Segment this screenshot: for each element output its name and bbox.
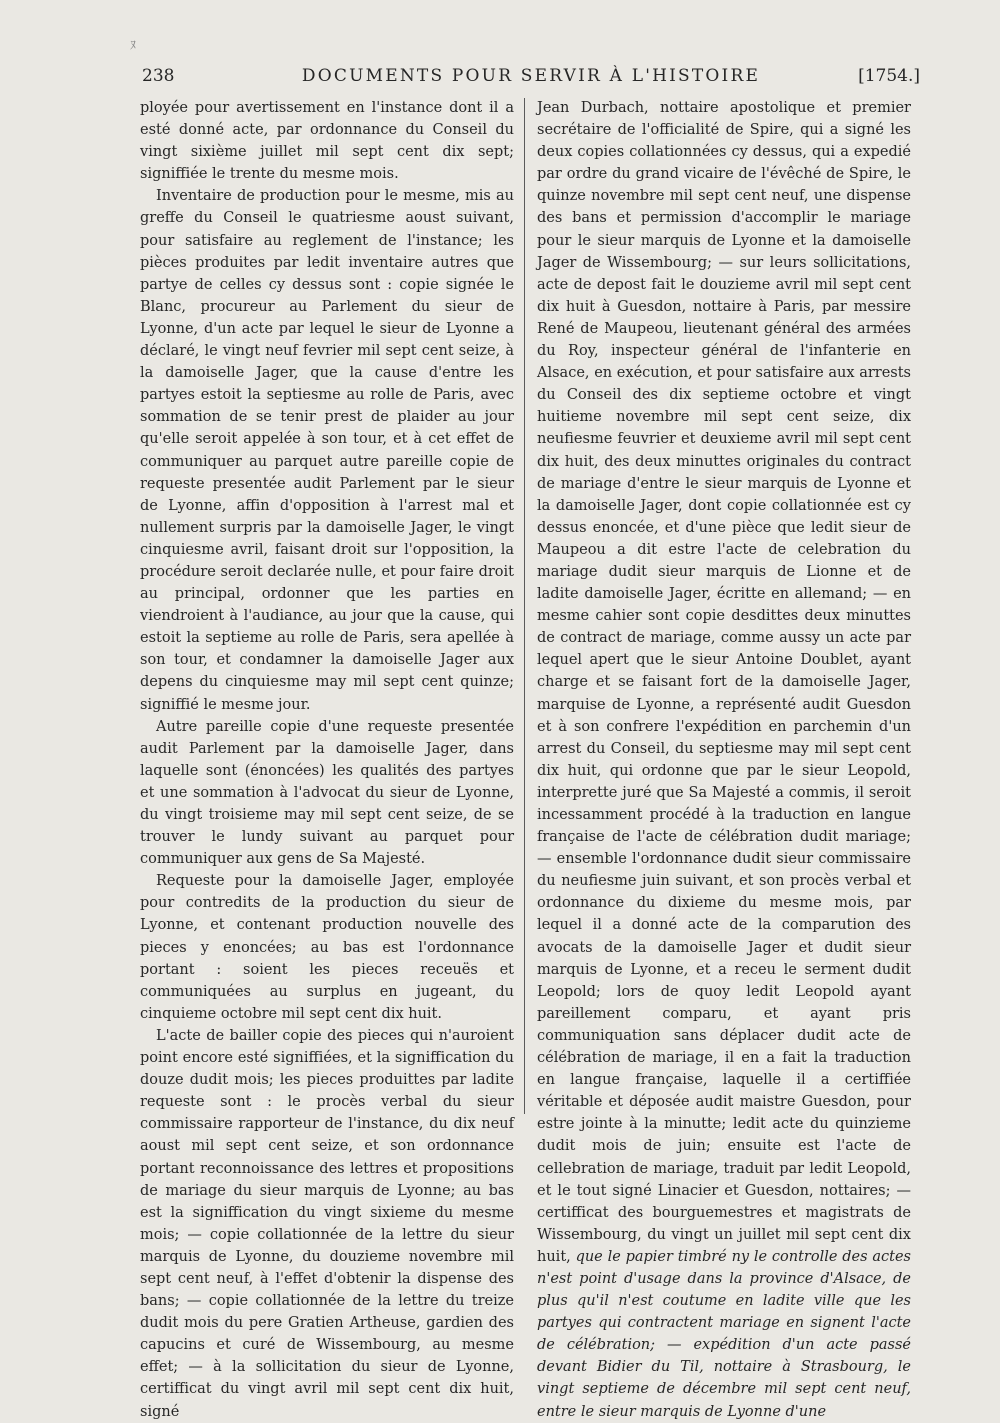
paragraph: Inventaire de production pour le mesme, mis au greffe du Conseil le quatriesme aoust suivant, pour satisfaire au reglement de l'instance; les pièces produites par ledit inventaire autres que partye de celles cy dessus sont : copie signée le Blanc, procureur au Parlement du sieur de Lyonne, d'un acte par lequel le sieur de Lyonne a déclaré, le vingt neuf fevrier mil sept cent seize, à la damoiselle Jager, que la cause d'entre les partyes estoit la septiesme au rolle de Paris, avec sommation de se tenir prest de plaider au jour qu'elle seroit appelée à son tour, et à cet effet de communiquer au parquet autre pareille copie de requeste presentée audit Parlement par le sieur de Lyonne, affin d'opposition à l'arrest mal et nullement surpris par la damoiselle Jager, le vingt cinquiesme avril, faisant droit sur l'opposition, la procédure seroit declarée nulle, et pour faire droit au principal, ordonner que les parties en viendroient à l'audiance, au jour que la cause, qui estoit la septieme au rolle de Paris, sera apellée à son tour, et condamner la damoiselle Jager aux depens du cinquiesme may mil sept cent quinze; signiffié le mesme jour.: [140, 188, 514, 713]
page-header: [142, 66, 920, 96]
right-column: [537, 97, 911, 1423]
paragraph: L'acte de bailler copie des pieces qui n'auroient point encore esté signiffiées, et la signiffication du douze dudit mois; les pieces produittes par ladite requeste sont : le procès verbal du sieur commissaire rapporteur de l'instance, du dix neuf aoust mil sept cent seize, et son ordonnance portant reconnoissance des lettres et propositions de mariage du sieur marquis de Lyonne; au bas est la signiffication du vingt sixieme du mesme mois; — copie collationnée de la lettre du sieur marquis de Lyonne, du douzieme novembre mil sept cent neuf, à l'effet d'obtenir la dispense des bans; — copie collationnée de la lettre du treize dudit mois du pere Gratien Artheuse, gardien des capucins et curé de Wissembourg, au mesme effet; — à la sollicitation du sieur de Lyonne, certifficat du vingt avril mil sept cent dix huit, signé: [140, 1027, 514, 1420]
year-label: [1754.]: [858, 66, 920, 86]
paragraph: Requeste pour la damoiselle Jager, employée pour contredits de la production du sieur de Lyonne, et contenant production nouvelle des pieces y enoncées; au bas est l'ordonnance portant : soient les pieces receuës et communiquées au surplus en jugeant, du cinquieme octobre mil sept cent dix huit.: [140, 873, 514, 1022]
margin-mark: ﾇ: [130, 38, 137, 52]
paragraph: ployée pour avertissement en l'instance dont il a esté donné acte, par ordonnance du Conseil du vingt sixième juillet mil sept cent dix sept; signiffiée le trente du mesme mois.: [140, 100, 514, 183]
page-number: 238: [142, 66, 175, 86]
paragraph: Autre pareille copie d'une requeste presentée audit Parlement par la damoiselle Jager, dans laquelle sont (énoncées) les qualités des partyes et une sommation à l'advocat du sieur de Lyonne, du vingt troisieme may mil sept cent seize, de se trouver le lundy suivant au parquet pour communiquer aux gens de Sa Majesté.: [140, 718, 514, 868]
roman-text: Jean Durbach, nottaire apostolique et premier secrétaire de l'officialité de Spire, qui a signé les deux copies collationnées cy dessus, qui a expedié par ordre du grand vicaire de l'évêché de Spire, le quinze novembre mil sept cent neuf, une dispense des bans et permission d'accomplir le mariage pour le sieur marquis de Lyonne et la damoiselle Jager de Wissembourg; — sur leurs sollicitations, acte de depost fait le douzieme avril mil sept cent dix huit à Guesdon, nottaire à Paris, par messire René de Maupeou, lieutenant général des armées du Roy, inspecteur général de l'infanterie en Alsace, en exécution, et pour satisfaire aux arrests du Conseil des dix septieme octobre et vingt huitieme novembre mil sept cent seize, dix neufiesme feuvrier et deuxieme avril mil sept cent dix huit, des deux minuttes originales du contract de mariage d'entre le sieur marquis de Lyonne et la damoiselle Jager, dont copie collationnée est cy dessus enoncée, et d'une pièce que ledit sieur de Maupeou a dit estre l'acte de celebration du mariage dudit sieur marquis de Lionne et de ladite damoiselle Jager, écritte en allemand; — en mesme cahier sont copie desdittes deux minuttes de contract de mariage, comme aussy un acte par lequel apert que le sieur Antoine Doublet, ayant charge et se faisant fort de la damoiselle Jager, marquise de Lyonne, a représenté audit Guesdon et à son confrere l'expédition en parchemin d'un arrest du Conseil, du septiesme may mil sept cent dix huit, qui ordonne que par le sieur Leopold, interprette juré que Sa Majesté a commis, il seroit incessamment procédé à la traduction en langue française de l'acte de célébration dudit mariage; — ensemble l'ordonnance dudit sieur commissaire du neufiesme juin suivant, et son procès verbal et ordonnance du dixieme du mesme mois, par lequel il a donné acte de la comparution des avocats de la damoiselle Jager et dudit sieur marquis de Lyonne, et a receu le serment dudit Leopold; lors de quoy ledit Leopold ayant pareillement comparu, et ayant pris communiquation sans déplacer dudit acte de célébration de mariage, il en a fait la traduction en langue française, laquelle il a certiffiée véritable et déposée audit maistre Guesdon, pour estre jointe à la minutte; ledit acte du quinzieme dudit mois de juin; ensuite est l'acte de cellebration de mariage, traduit par ledit Leopold, et le tout signé Linacier et Guesdon, nottaires; — certifficat des bourguemestres et magistrats de Wissembourg, du vingt un juillet mil sept cent dix huit,: [537, 100, 911, 1265]
italic-text: que le papier timbré ny le controlle des actes n'est point d'usage dans la province d'Alsace, de plus qu'il n'est coutume en ladite ville que les partyes qui contractent mariage en signent l'acte de célébration; — expédition d'un acte passé devant Bidier du Til, nottaire à Strasbourg, le vingt septieme de décembre mil sept cent neuf, entre le sieur marquis de Lyonne d'une: [537, 1248, 911, 1420]
paragraph: [537, 97, 911, 1423]
running-title: DOCUMENTS POUR SERVIR À L'HISTOIRE: [301, 66, 761, 86]
column-divider: [524, 98, 525, 1114]
left-column: [140, 97, 514, 1423]
